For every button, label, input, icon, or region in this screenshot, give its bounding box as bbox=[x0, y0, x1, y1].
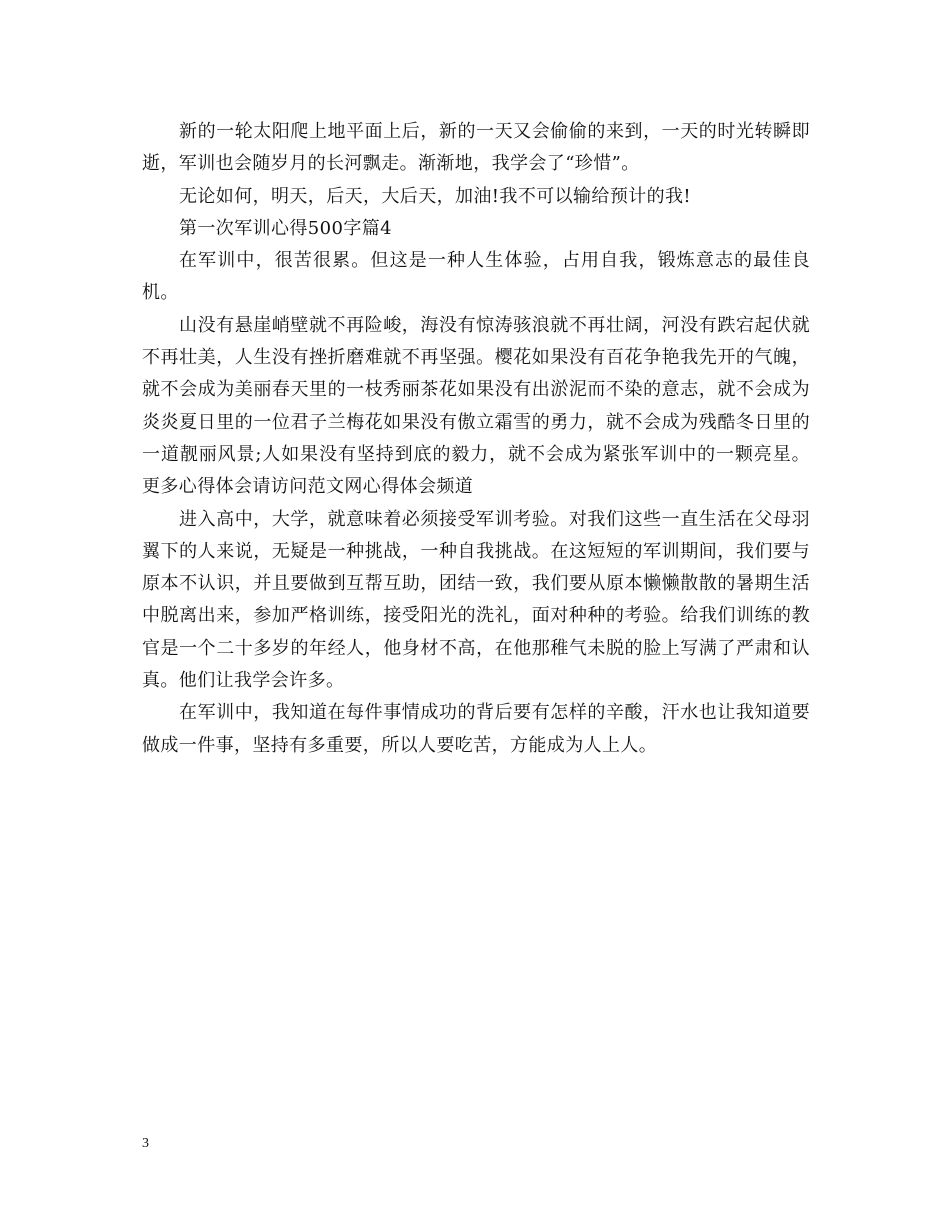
paragraph-3: 在军训中，很苦很累。但这是一种人生体验，占用自我，锻炼意志的最佳良机。 bbox=[142, 250, 810, 304]
paragraph-6: 在军训中，我知道在每件事情成功的背后要有怎样的辛酸，汗水也让我知道要做成一件事，坚持有多重要，所以人要吃苦，方能成为人上人。 bbox=[142, 702, 810, 756]
paragraph-5: 进入高中，大学，就意味着必须接受军训考验。对我们这些一直生活在父母羽翼下的人来说，无疑是一种挑战，一种自我挑战。在这短短的军训期间，我们要与原本不认识，并且要做到互帮互助，团结一致，我们要从原本懒懒散散的暑期生活中脱离出来，参加严格训练，接受阳光的洗礼，面对种种的考验。给我们训练的教官是一个二十多岁的年经人，他身材不高，在他那稚气未脱的脸上写满了严肃和认真。他们让我学会许多。 bbox=[142, 508, 810, 692]
paragraph-1: 新的一轮太阳爬上地平面上后，新的一天又会偷偷的来到，一天的时光转瞬即逝，军训也会随岁月的长河飘走。渐渐地，我学会了“珍惜”。 bbox=[142, 121, 810, 175]
document-body bbox=[142, 116, 810, 762]
page-number: 3 bbox=[142, 1136, 149, 1151]
section-heading: 第一次军训心得500字篇4 bbox=[179, 217, 393, 239]
paragraph-2: 无论如何，明天，后天，大后天，加油!我不可以输给预计的我! bbox=[179, 185, 692, 207]
paragraph-4: 山没有悬崖峭壁就不再险峻，海没有惊涛骇浪就不再壮阔，河没有跌宕起伏就不再壮美，人生没有挫折磨难就不再坚强。樱花如果没有百花争艳我先开的气魄，就不会成为美丽春天里的一枝秀丽茶花如果没有出淤泥而不染的意志，就不会成为炎炎夏日里的一位君子兰梅花如果没有傲立霜雪的勇力，就不会成为残酷冬日里的一道靓丽风景;人如果没有坚持到底的毅力，就不会成为紧张军训中的一颗亮星。更多心得体会请访问范文网心得体会频道 bbox=[142, 314, 810, 498]
